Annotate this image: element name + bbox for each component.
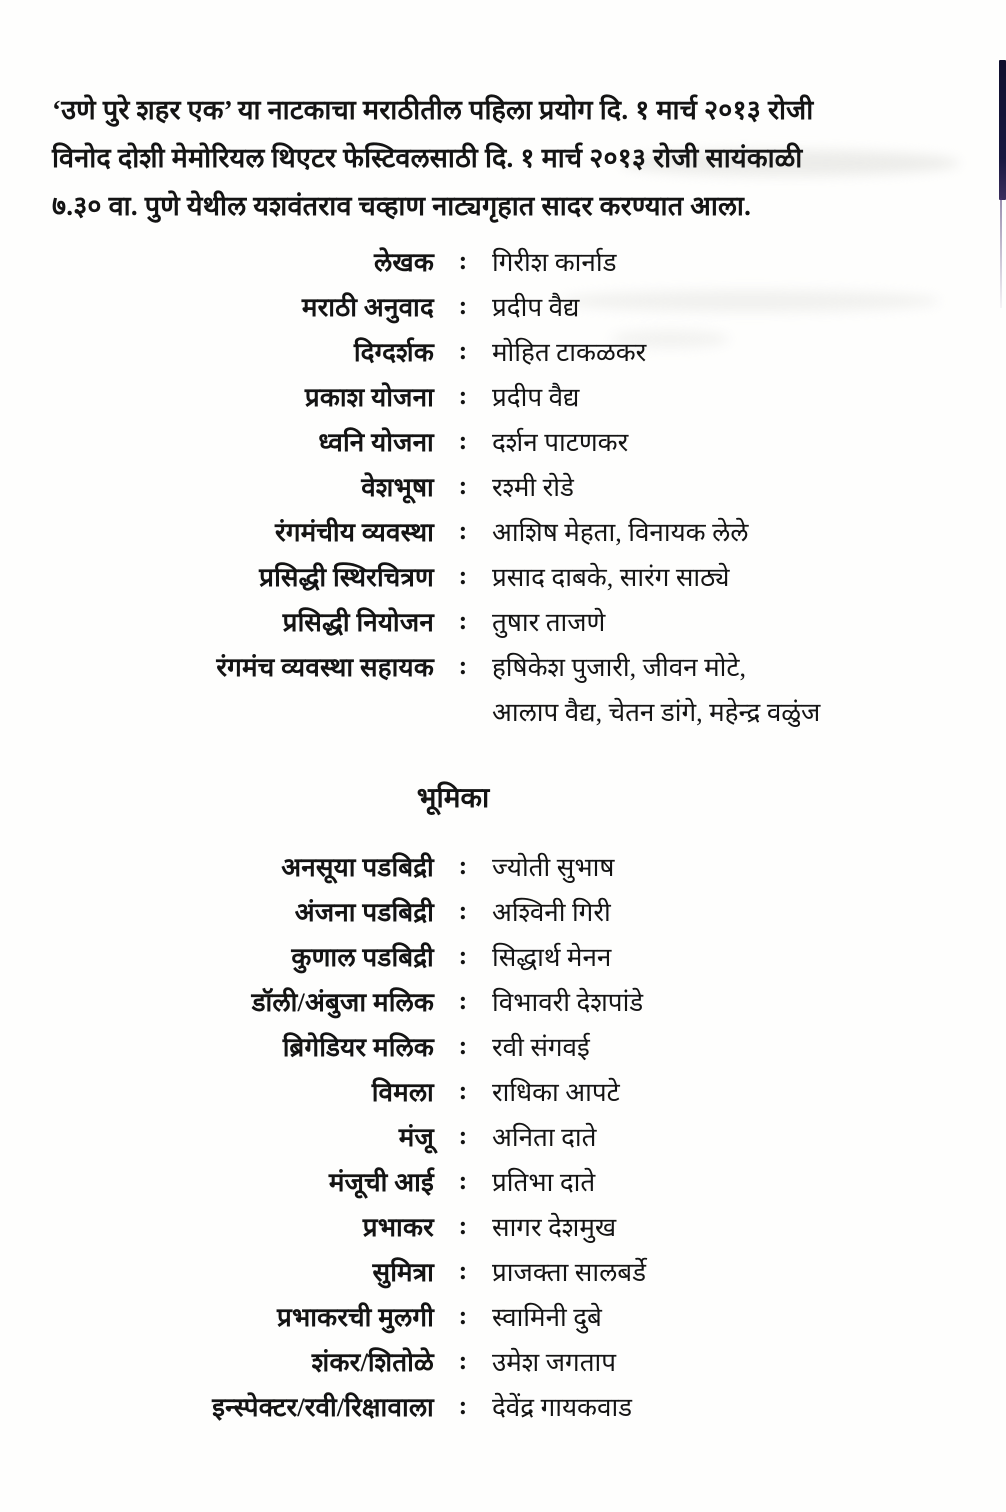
cast-row bbox=[0, 843, 1006, 888]
cast-row bbox=[0, 1158, 1006, 1203]
cast-row bbox=[0, 1203, 1006, 1248]
credit-row-label: रंगमंचीय व्यवस्था bbox=[274, 517, 434, 547]
colon-separator: : bbox=[458, 560, 468, 590]
colon-separator: : bbox=[458, 1210, 468, 1240]
cast-row-value: सिद्धार्थ मेनन bbox=[492, 942, 612, 972]
credit-row-value: रश्मी रोडे bbox=[492, 472, 574, 502]
credit-row-value: आलाप वैद्य, चेतन डांगे, महेन्द्र वळुंज bbox=[492, 697, 821, 727]
colon-separator: : bbox=[458, 1165, 468, 1195]
colon-separator: : bbox=[458, 515, 468, 545]
cast-row-value: विभावरी देशपांडे bbox=[492, 987, 644, 1017]
cast-row-label: मंजूची आई bbox=[328, 1167, 434, 1197]
colon-separator: : bbox=[458, 1390, 468, 1420]
cast-list bbox=[0, 843, 1006, 1428]
cast-row-label: डॉली/अंबुजा मलिक bbox=[251, 987, 434, 1017]
colon-separator: : bbox=[458, 1255, 468, 1285]
cast-row-label: ब्रिगेडियर मलिक bbox=[282, 1032, 434, 1062]
colon-separator: : bbox=[458, 470, 468, 500]
credit-row bbox=[0, 598, 1006, 643]
cast-row bbox=[0, 1338, 1006, 1383]
credit-row bbox=[0, 463, 1006, 508]
credit-row bbox=[0, 238, 1006, 283]
cast-row-value: प्रतिभा दाते bbox=[492, 1167, 596, 1197]
colon-separator: : bbox=[458, 1300, 468, 1330]
credit-row bbox=[0, 508, 1006, 553]
credit-row-label: दिग्दर्शक bbox=[353, 337, 434, 367]
colon-separator: : bbox=[458, 380, 468, 410]
cast-row-label: कुणाल पडबिद्री bbox=[291, 942, 434, 972]
colon-separator: : bbox=[458, 425, 468, 455]
credit-row-label: वेशभूषा bbox=[361, 472, 434, 502]
colon-separator: : bbox=[458, 850, 468, 880]
cast-row-label: शंकर/शितोळे bbox=[311, 1347, 434, 1377]
cast-row-label: अनसूया पडबिद्री bbox=[281, 852, 434, 882]
credit-row-label: प्रकाश योजना bbox=[304, 382, 434, 412]
cast-row-label: अंजना पडबिद्री bbox=[294, 897, 434, 927]
credit-row-value: मोहित टाकळकर bbox=[492, 337, 647, 367]
colon-separator: : bbox=[458, 1120, 468, 1150]
cast-row bbox=[0, 1293, 1006, 1338]
cast-row-value: अनिता दाते bbox=[492, 1122, 597, 1152]
cast-row bbox=[0, 1023, 1006, 1068]
cast-row-label: मंजू bbox=[398, 1122, 434, 1152]
cast-row-value: ज्योती सुभाष bbox=[492, 852, 615, 882]
cast-row bbox=[0, 933, 1006, 978]
cast-row-label: प्रभाकरची मुलगी bbox=[276, 1302, 434, 1332]
cast-row bbox=[0, 1068, 1006, 1113]
colon-separator: : bbox=[458, 650, 468, 680]
credit-row bbox=[0, 373, 1006, 418]
colon-separator: : bbox=[458, 1345, 468, 1375]
credit-row-value: आशिष मेहता, विनायक लेले bbox=[492, 517, 749, 547]
intro-paragraph bbox=[52, 86, 964, 230]
colon-separator: : bbox=[458, 605, 468, 635]
cast-row-label: विमला bbox=[371, 1077, 434, 1107]
credit-row-label: मराठी अनुवाद bbox=[301, 292, 434, 322]
colon-separator: : bbox=[458, 1030, 468, 1060]
credit-row-value: प्रदीप वैद्य bbox=[492, 292, 580, 322]
scan-edge-artifact bbox=[1000, 198, 1002, 308]
credit-row-label: ध्वनि योजना bbox=[318, 427, 434, 457]
credit-row bbox=[0, 643, 1006, 688]
credit-row-label: लेखक bbox=[373, 247, 434, 277]
cast-row-value: देवेंद्र गायकवाड bbox=[492, 1392, 633, 1422]
colon-separator: : bbox=[458, 245, 468, 275]
cast-row-value: उमेश जगताप bbox=[492, 1347, 617, 1377]
cast-row-value: प्राजक्ता सालबर्डे bbox=[492, 1257, 647, 1287]
credit-row bbox=[0, 283, 1006, 328]
credit-row-label: रंगमंच व्यवस्था सहायक bbox=[216, 652, 434, 682]
cast-row bbox=[0, 888, 1006, 933]
credit-row bbox=[0, 553, 1006, 598]
colon-separator: : bbox=[458, 985, 468, 1015]
credit-row-value: हषिकेश पुजारी, जीवन मोटे, bbox=[492, 652, 746, 682]
cast-row-label: सुमित्रा bbox=[372, 1257, 434, 1287]
credit-row-label: प्रसिद्धी स्थिरचित्रण bbox=[259, 562, 434, 592]
cast-row-value: राधिका आपटे bbox=[492, 1077, 620, 1107]
colon-separator: : bbox=[458, 895, 468, 925]
cast-row bbox=[0, 978, 1006, 1023]
credits-list bbox=[0, 238, 1006, 733]
colon-separator: : bbox=[458, 1075, 468, 1105]
cast-row-value: रवी संगवई bbox=[492, 1032, 590, 1062]
credit-row-value: दर्शन पाटणकर bbox=[492, 427, 629, 457]
credit-row-continuation bbox=[0, 688, 1006, 733]
cast-row-value: सागर देशमुख bbox=[492, 1212, 617, 1242]
credit-row-value: प्रदीप वैद्य bbox=[492, 382, 580, 412]
credit-row bbox=[0, 418, 1006, 463]
colon-separator: : bbox=[458, 940, 468, 970]
cast-row-label: प्रभाकर bbox=[362, 1212, 434, 1242]
cast-row-value: अश्विनी गिरी bbox=[492, 897, 611, 927]
cast-row bbox=[0, 1113, 1006, 1158]
cast-section-heading: भूमिका bbox=[416, 783, 490, 814]
cast-row bbox=[0, 1383, 1006, 1428]
cast-row-value: स्वामिनी दुबे bbox=[492, 1302, 602, 1332]
credit-row-label: प्रसिद्धी नियोजन bbox=[282, 607, 434, 637]
cast-row-label: इन्स्पेक्टर/रवी/रिक्षावाला bbox=[212, 1392, 434, 1422]
intro-line: ७.३० वा. पुणे येथील यशवंतराव चव्हाण नाट्यगृहात सादर करण्यात आला. bbox=[52, 191, 752, 221]
credit-row-value: तुषार ताजणे bbox=[492, 607, 606, 637]
colon-separator: : bbox=[458, 335, 468, 365]
scan-edge-artifact bbox=[999, 60, 1006, 200]
cast-row bbox=[0, 1248, 1006, 1293]
intro-line: ‘उणे पुरे शहर एक’ या नाटकाचा मराठीतील पहिला प्रयोग दि. १ मार्च २०१३ रोजी bbox=[52, 95, 814, 125]
credit-row bbox=[0, 328, 1006, 373]
credit-row-value: गिरीश कार्नाड bbox=[492, 247, 617, 277]
credit-row-value: प्रसाद दाबके, सारंग साठ्ये bbox=[492, 562, 730, 592]
intro-line: विनोद दोशी मेमोरियल थिएटर फेस्टिवलसाठी दि. १ मार्च २०१३ रोजी सायंकाळी bbox=[52, 143, 803, 173]
colon-separator: : bbox=[458, 290, 468, 320]
